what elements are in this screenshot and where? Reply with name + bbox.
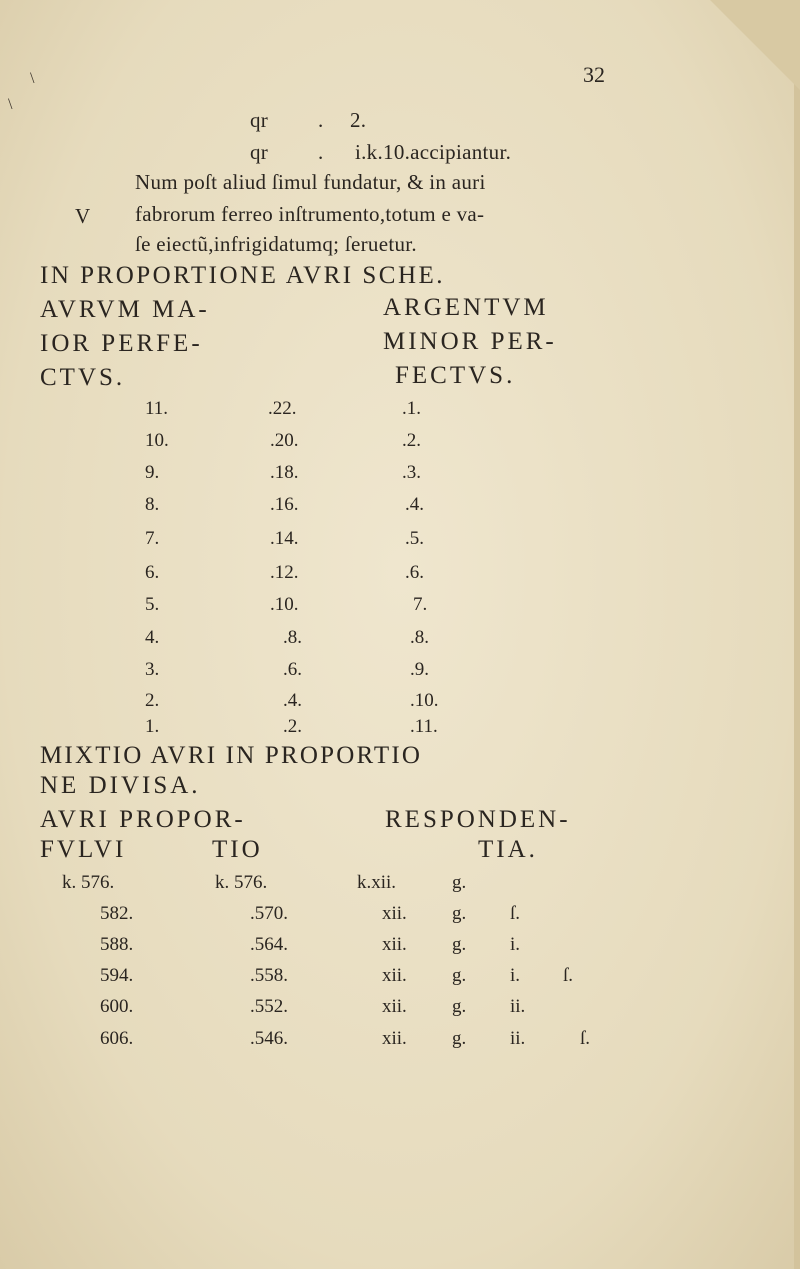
table-cell: .8. <box>410 627 429 648</box>
column-head-left: IOR PERFE- <box>40 330 203 357</box>
table-cell: xii. <box>382 965 407 986</box>
table-cell: ii. <box>510 996 526 1017</box>
table-cell: 7. <box>145 528 160 549</box>
table-cell: .570. <box>250 903 288 924</box>
paragraph-line: fabrorum ferreo inſtrumento,totum e va- <box>135 202 485 226</box>
section-heading-continued: NE DIVISA. <box>40 772 201 799</box>
table-cell: ii. <box>510 1028 526 1049</box>
table-cell: 7. <box>413 594 428 615</box>
table-cell: ſ. <box>580 1028 591 1049</box>
table-cell: .18. <box>270 462 299 483</box>
column-head-right: RESPONDEN- <box>385 806 571 833</box>
table-cell: .6. <box>405 562 424 583</box>
table-cell: .2. <box>402 430 421 451</box>
table-cell: k. 576. <box>62 872 115 893</box>
table-cell: 1. <box>145 716 160 737</box>
table-cell: .546. <box>250 1028 288 1049</box>
margin-mark: \ <box>8 96 13 113</box>
table-cell: g. <box>452 996 467 1017</box>
table-cell: 582. <box>100 903 134 924</box>
table-cell: 6. <box>145 562 160 583</box>
table-cell: ſ. <box>563 965 574 986</box>
table-cell: 5. <box>145 594 160 615</box>
table-cell: .10. <box>410 690 439 711</box>
table-cell: 594. <box>100 965 134 986</box>
paragraph-line: ſe eiectũ,infrigidatumq; ſeruetur. <box>135 232 417 256</box>
table-cell: 588. <box>100 934 134 955</box>
table-cell: g. <box>452 934 467 955</box>
table-cell: .6. <box>283 659 302 680</box>
table-cell: i. <box>510 965 521 986</box>
page-corner-fold <box>710 0 800 90</box>
margin-mark: \ <box>30 70 35 87</box>
table-cell: 10. <box>145 430 169 451</box>
column-head-left: AVRI PROPOR- <box>40 806 246 833</box>
column-head-right: MINOR PER- <box>383 328 557 355</box>
table-cell: 11. <box>145 398 169 419</box>
formula-qr: qr <box>250 108 269 132</box>
table-cell: .10. <box>270 594 299 615</box>
table-cell: g. <box>452 965 467 986</box>
paragraph-line: Num poſt aliud ſimul fundatur, & in auri <box>135 170 486 194</box>
table-cell: .564. <box>250 934 288 955</box>
table-cell: g. <box>452 872 467 893</box>
formula-dot: . <box>318 108 324 132</box>
table-cell: .22. <box>268 398 297 419</box>
section-heading: MIXTIO AVRI IN PROPORTIO <box>40 742 423 769</box>
column-head-right: TIA. <box>478 836 538 863</box>
table-cell: .8. <box>283 627 302 648</box>
table-cell: 3. <box>145 659 160 680</box>
table-cell: 600. <box>100 996 134 1017</box>
section-heading: IN PROPORTIONE AVRI SCHE. <box>40 262 446 289</box>
table-cell: 8. <box>145 494 160 515</box>
column-head-left: AVRVM MA- <box>40 296 210 323</box>
column-head-left: CTVS. <box>40 364 126 391</box>
table-cell: .4. <box>405 494 424 515</box>
table-cell: .2. <box>283 716 302 737</box>
table-cell: .5. <box>405 528 424 549</box>
formula-value: i.k.10.accipiantur. <box>355 140 512 164</box>
formula-dot: . <box>318 140 324 164</box>
paragraph-initial: V <box>75 204 91 228</box>
table-cell: k. 576. <box>215 872 268 893</box>
column-head-right: FECTVS. <box>395 362 516 389</box>
table-cell: 9. <box>145 462 160 483</box>
column-head-left: FVLVI <box>40 836 127 863</box>
table-cell: 606. <box>100 1028 134 1049</box>
table-cell: 2. <box>145 690 160 711</box>
column-head-right: ARGENTVM <box>383 294 549 321</box>
table-cell: .3. <box>402 462 421 483</box>
table-cell: .9. <box>410 659 429 680</box>
table-cell: .4. <box>283 690 302 711</box>
page-edge <box>794 0 800 1269</box>
table-cell: i. <box>510 934 521 955</box>
table-cell: k.xii. <box>357 872 397 893</box>
table-cell: .552. <box>250 996 288 1017</box>
table-cell: .12. <box>270 562 299 583</box>
table-cell: 4. <box>145 627 160 648</box>
table-cell: g. <box>452 903 467 924</box>
table-cell: .20. <box>270 430 299 451</box>
page-number: 32 <box>583 62 605 87</box>
table-cell: .14. <box>270 528 299 549</box>
table-cell: .1. <box>402 398 421 419</box>
table-cell: .558. <box>250 965 288 986</box>
table-cell: xii. <box>382 996 407 1017</box>
table-cell: .16. <box>270 494 299 515</box>
table-cell: xii. <box>382 934 407 955</box>
table-cell: xii. <box>382 903 407 924</box>
formula-value: 2. <box>350 108 367 132</box>
formula-qr: qr <box>250 140 269 164</box>
column-head-mid: TIO <box>212 836 263 863</box>
table-cell: xii. <box>382 1028 407 1049</box>
table-cell: ſ. <box>510 903 521 924</box>
table-cell: g. <box>452 1028 467 1049</box>
table-cell: .11. <box>410 716 438 737</box>
